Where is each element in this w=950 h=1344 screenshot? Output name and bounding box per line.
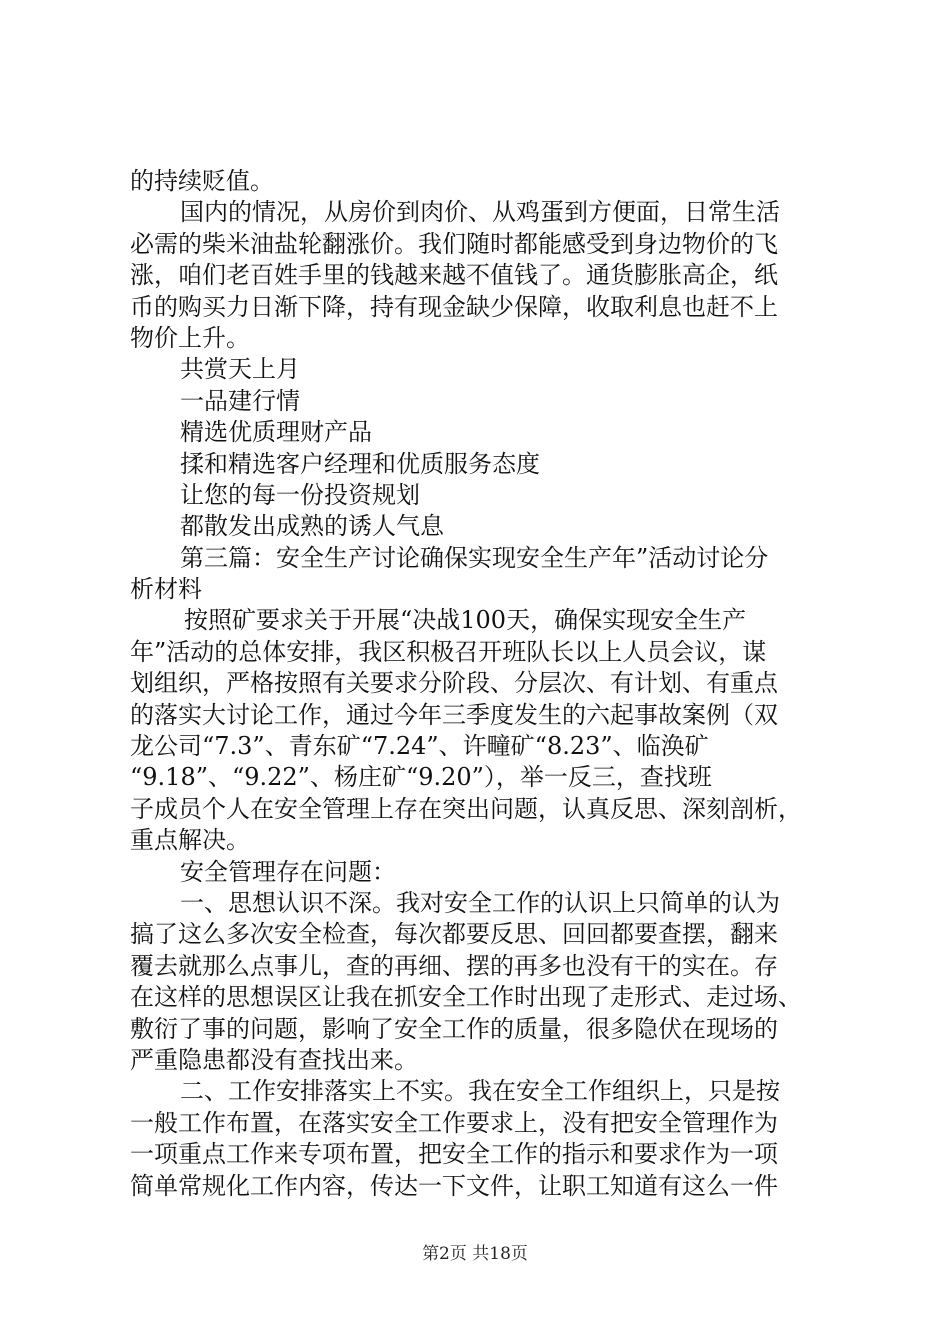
text-line: 都散发出成熟的诱人气息 xyxy=(180,512,444,541)
text-line: 精选优质理财产品 xyxy=(180,418,372,447)
text-line: 严重隐患都没有查找出来。 xyxy=(130,1045,418,1074)
text-line: 第三篇：安全生产讨论确保实现安全生产年”活动讨论分 xyxy=(180,543,769,572)
text-line: 揉和精选客户经理和优质服务态度 xyxy=(180,449,540,478)
text-line: 的持续贬值。 xyxy=(130,167,274,195)
document-body xyxy=(130,166,830,1202)
text-line: 子成员个人在安全管理上存在突出问题，认真反思、深刻剖析， xyxy=(130,794,802,823)
text-line: 一品建行情 xyxy=(180,386,300,415)
text-line: 简单常规化工作内容，传达一下文件，让职工知道有这么一件 xyxy=(130,1171,778,1200)
text-line: 必需的柴米油盐轮翻涨价。我们随时都能感受到身边物价的飞 xyxy=(130,229,778,258)
text-line: 按照矿要求关于开展“决战100天，确保实现安全生产 xyxy=(184,606,747,635)
text-line: 让您的每一份投资规划 xyxy=(180,480,420,509)
text-line: 敷衍了事的问题，影响了安全工作的质量，很多隐伏在现场的 xyxy=(130,1014,778,1043)
text-line: 龙公司“7.3”、青东矿“7.24”、许疃矿“8.23”、临涣矿 xyxy=(130,732,709,761)
page-number: 第2页 共18页 xyxy=(422,1244,528,1264)
text-line: 共赏天上月 xyxy=(180,355,300,384)
text-line: 在这样的思想误区让我在抓安全工作时出现了走形式、走过场、 xyxy=(130,983,802,1012)
text-line: “9.18”、“9.22”、杨庄矿“9.20”），举一反三，查找班 xyxy=(130,763,712,792)
text-line: 析材料 xyxy=(130,575,202,604)
text-line: 划组织，严格按照有关要求分阶段、分层次、有计划、有重点 xyxy=(130,669,778,698)
text-line: 物价上升。 xyxy=(130,323,250,352)
text-line: 一项重点工作来专项布置，把安全工作的指示和要求作为一项 xyxy=(130,1140,778,1169)
page-footer xyxy=(0,1243,950,1265)
text-line: 覆去就那么点事儿，查的再细、摆的再多也没有干的实在。存 xyxy=(130,951,778,980)
text-line: 涨，咱们老百姓手里的钱越来越不值钱了。通货膨胀高企，纸 xyxy=(130,261,778,290)
text-line: 币的购买力日渐下降，持有现金缺少保障，收取利息也赶不上 xyxy=(130,292,778,321)
text-line: 年”活动的总体安排，我区积极召开班队长以上人员会议，谋 xyxy=(130,637,767,666)
text-line: 的落实大讨论工作，通过今年三季度发生的六起事故案例（双 xyxy=(130,700,778,729)
text-line: 重点解决。 xyxy=(130,826,250,855)
text-line: 一般工作布置，在落实安全工作要求上，没有把安全管理作为 xyxy=(130,1108,778,1137)
text-line: 国内的情况，从房价到肉价、从鸡蛋到方便面，日常生活 xyxy=(180,198,780,227)
text-line: 一、思想认识不深。我对安全工作的认识上只简单的认为 xyxy=(180,888,780,917)
text-line: 二、工作安排落实上不实。我在安全工作组织上，只是按 xyxy=(180,1077,780,1106)
text-line: 搞了这么多次安全检查，每次都要反思、回回都要查摆，翻来 xyxy=(130,920,778,949)
text-line: 安全管理存在问题： xyxy=(180,857,396,886)
